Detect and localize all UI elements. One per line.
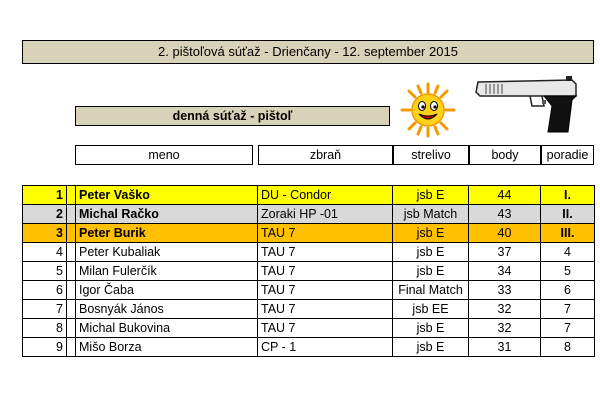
ammo-cell: jsb E (393, 319, 469, 338)
table-row (23, 224, 595, 243)
column-header-ammo: strelivo (393, 145, 469, 165)
weapon-cell: TAU 7 (258, 281, 393, 300)
ammo-cell: jsb E (393, 338, 469, 357)
spacer-cell (67, 281, 76, 300)
table-row (23, 281, 595, 300)
column-header-place: poradie (541, 145, 594, 165)
column-header-name: meno (75, 145, 253, 165)
spacer-cell (67, 205, 76, 224)
weapon-cell: Zoraki HP -01 (258, 205, 393, 224)
column-header-points: body (469, 145, 541, 165)
place-cell: I. (541, 186, 595, 205)
points-cell: 33 (469, 281, 541, 300)
place-cell: 8 (541, 338, 595, 357)
place-cell: 5 (541, 262, 595, 281)
rank-cell: 4 (23, 243, 67, 262)
name-cell: Michal Račko (76, 205, 258, 224)
points-cell: 43 (469, 205, 541, 224)
name-cell: Michal Bukovina (76, 319, 258, 338)
spacer-cell (67, 224, 76, 243)
points-cell: 44 (469, 186, 541, 205)
spacer-cell (67, 338, 76, 357)
table-row (23, 205, 595, 224)
rank-cell: 2 (23, 205, 67, 224)
ammo-cell: Final Match (393, 281, 469, 300)
table-row (23, 300, 595, 319)
name-cell: Peter Kubaliak (76, 243, 258, 262)
ammo-cell: jsb EE (393, 300, 469, 319)
pistol-icon (472, 72, 584, 136)
name-cell: Peter Vaško (76, 186, 258, 205)
rank-cell: 5 (23, 262, 67, 281)
ammo-cell: jsb E (393, 243, 469, 262)
ammo-cell: jsb E (393, 262, 469, 281)
table-row (23, 319, 595, 338)
weapon-cell: TAU 7 (258, 262, 393, 281)
name-cell: Igor Čaba (76, 281, 258, 300)
table-row (23, 338, 595, 357)
weapon-cell: CP - 1 (258, 338, 393, 357)
table-row (23, 243, 595, 262)
table-row (23, 262, 595, 281)
weapon-cell: TAU 7 (258, 243, 393, 262)
ammo-cell: jsb E (393, 186, 469, 205)
points-cell: 40 (469, 224, 541, 243)
spacer-cell (67, 300, 76, 319)
place-cell: 7 (541, 300, 595, 319)
rank-cell: 1 (23, 186, 67, 205)
weapon-cell: TAU 7 (258, 319, 393, 338)
name-cell: Peter Burik (76, 224, 258, 243)
name-cell: Bosnyák János (76, 300, 258, 319)
rank-cell: 7 (23, 300, 67, 319)
weapon-cell: TAU 7 (258, 224, 393, 243)
table-row (23, 186, 595, 205)
weapon-cell: TAU 7 (258, 300, 393, 319)
points-cell: 34 (469, 262, 541, 281)
spacer-cell (67, 186, 76, 205)
rank-cell: 6 (23, 281, 67, 300)
column-header-weapon: zbraň (258, 145, 393, 165)
place-cell: 7 (541, 319, 595, 338)
weapon-cell: DU - Condor (258, 186, 393, 205)
name-cell: Mišo Borza (76, 338, 258, 357)
place-cell: 4 (541, 243, 595, 262)
rank-cell: 9 (23, 338, 67, 357)
sun-icon (400, 82, 456, 138)
spacer-cell (67, 262, 76, 281)
section-subtitle: denná súťaž - pištoľ (75, 106, 390, 126)
spacer-cell (67, 243, 76, 262)
points-cell: 32 (469, 300, 541, 319)
points-cell: 37 (469, 243, 541, 262)
rank-cell: 8 (23, 319, 67, 338)
place-cell: II. (541, 205, 595, 224)
ammo-cell: jsb Match (393, 205, 469, 224)
place-cell: III. (541, 224, 595, 243)
results-table (22, 185, 595, 357)
points-cell: 31 (469, 338, 541, 357)
rank-cell: 3 (23, 224, 67, 243)
name-cell: Milan Fulerčík (76, 262, 258, 281)
ammo-cell: jsb E (393, 224, 469, 243)
points-cell: 32 (469, 319, 541, 338)
page-title: 2. pištoľová súťaž - Drienčany - 12. september 2015 (22, 40, 594, 64)
place-cell: 6 (541, 281, 595, 300)
spacer-cell (67, 319, 76, 338)
